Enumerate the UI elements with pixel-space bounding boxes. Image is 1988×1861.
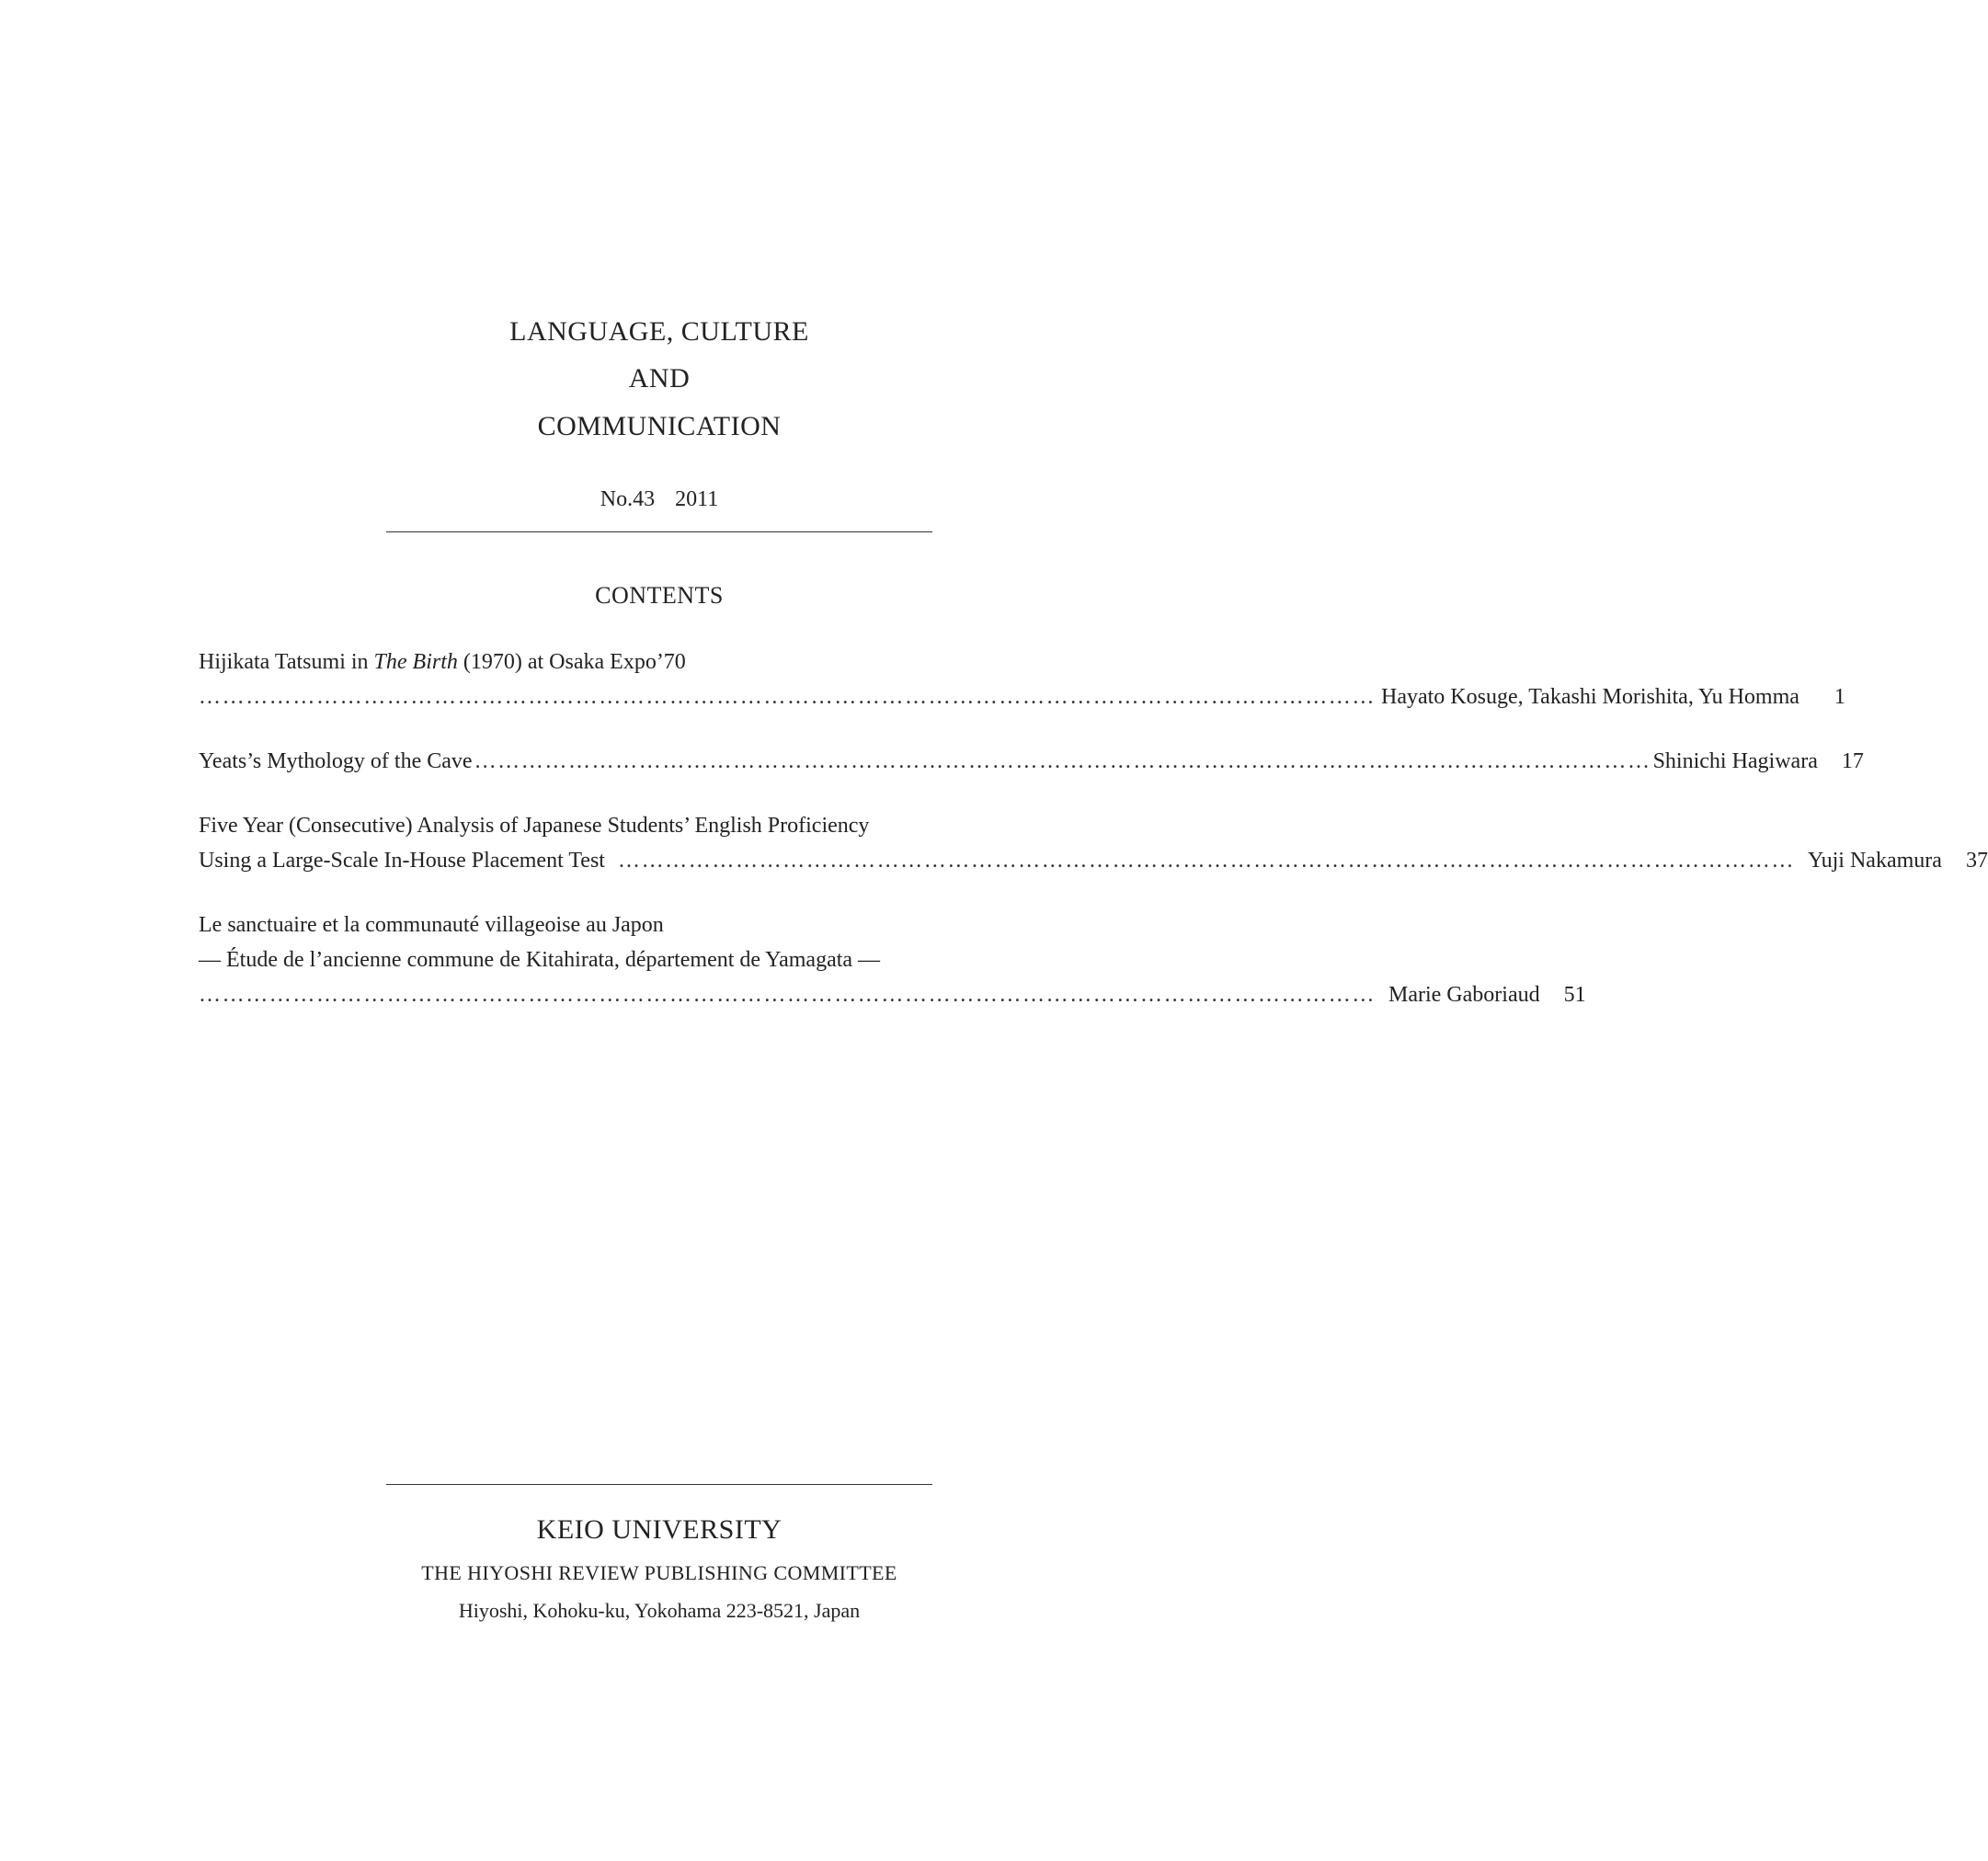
toc-entry-2-page: 17 bbox=[1841, 749, 1864, 773]
toc-entry-4-page: 51 bbox=[1563, 983, 1586, 1007]
dot-leader: …………………………………………………………………………………………………………………………………… bbox=[199, 983, 1376, 1007]
dot-leader: …………………………………………………………………………………………………………………………………… bbox=[617, 849, 1795, 873]
toc-entry-2-row[interactable] bbox=[199, 747, 1864, 776]
bottom-divider bbox=[386, 1484, 932, 1485]
toc-entry-2-author: Shinichi Hagiwara bbox=[1652, 749, 1818, 773]
toc-entry-4-title-line-1[interactable]: Le sanctuaire et la communauté villageoise au Japon bbox=[199, 913, 664, 937]
toc-entry-4-title-line-2[interactable]: — Étude de l’ancienne commune de Kitahirata, département de Yamagata — bbox=[199, 948, 881, 972]
issue-info bbox=[0, 485, 1319, 513]
toc-entry-1-title-italic: The Birth bbox=[373, 650, 458, 674]
journal-title-line-2: AND bbox=[628, 363, 691, 394]
university-name: KEIO UNIVERSITY bbox=[536, 1514, 783, 1545]
publisher-address: Hiyoshi, Kohoku-ku, Yokohama 223-8521, Japan bbox=[458, 1599, 861, 1622]
toc-entry-3-author: Yuji Nakamura bbox=[1807, 849, 1942, 873]
issue-number: No.43 bbox=[600, 487, 656, 511]
issue-year: 2011 bbox=[675, 487, 719, 511]
toc-entry-1-author: Hayato Kosuge, Takashi Morishita, Yu Homma bbox=[1381, 685, 1799, 709]
toc-entry-1-title[interactable] bbox=[199, 647, 686, 677]
contents-heading: CONTENTS bbox=[595, 582, 724, 609]
toc-entry-1-leader-row bbox=[199, 682, 1845, 712]
toc-entry-3-page: 37 bbox=[1965, 849, 1988, 873]
toc-entry-1-title-pre: Hijikata Tatsumi in bbox=[199, 650, 374, 674]
toc-entry-4-leader-row bbox=[199, 980, 1586, 1010]
top-divider bbox=[386, 531, 932, 532]
toc-entry-3-title-line-2[interactable]: Using a Large-Scale In-House Placement Test bbox=[199, 849, 605, 873]
toc-entry-1-title-post: (1970) at Osaka Expo’70 bbox=[457, 650, 686, 674]
toc-entry-2-title: Yeats’s Mythology of the Cave bbox=[199, 749, 473, 773]
toc-entry-3-title-line-1[interactable]: Five Year (Consecutive) Analysis of Japanese Students’ English Proficiency bbox=[199, 814, 870, 838]
publishing-committee: THE HIYOSHI REVIEW PUBLISHING COMMITTEE bbox=[421, 1561, 897, 1584]
dot-leader: …………………………………………………………………………………………………………………………………… bbox=[199, 685, 1376, 709]
dot-leader: …………………………………………………………………………………………………………………………………… bbox=[474, 749, 1651, 773]
toc-entry-1-page: 1 bbox=[1834, 685, 1845, 709]
journal-title-line-3: COMMUNICATION bbox=[537, 411, 782, 441]
journal-title-line-1: LANGUAGE, CULTURE bbox=[509, 316, 809, 347]
toc-entry-3-leader-row bbox=[199, 846, 1988, 875]
toc-entry-4-author: Marie Gaboriaud bbox=[1388, 983, 1540, 1007]
